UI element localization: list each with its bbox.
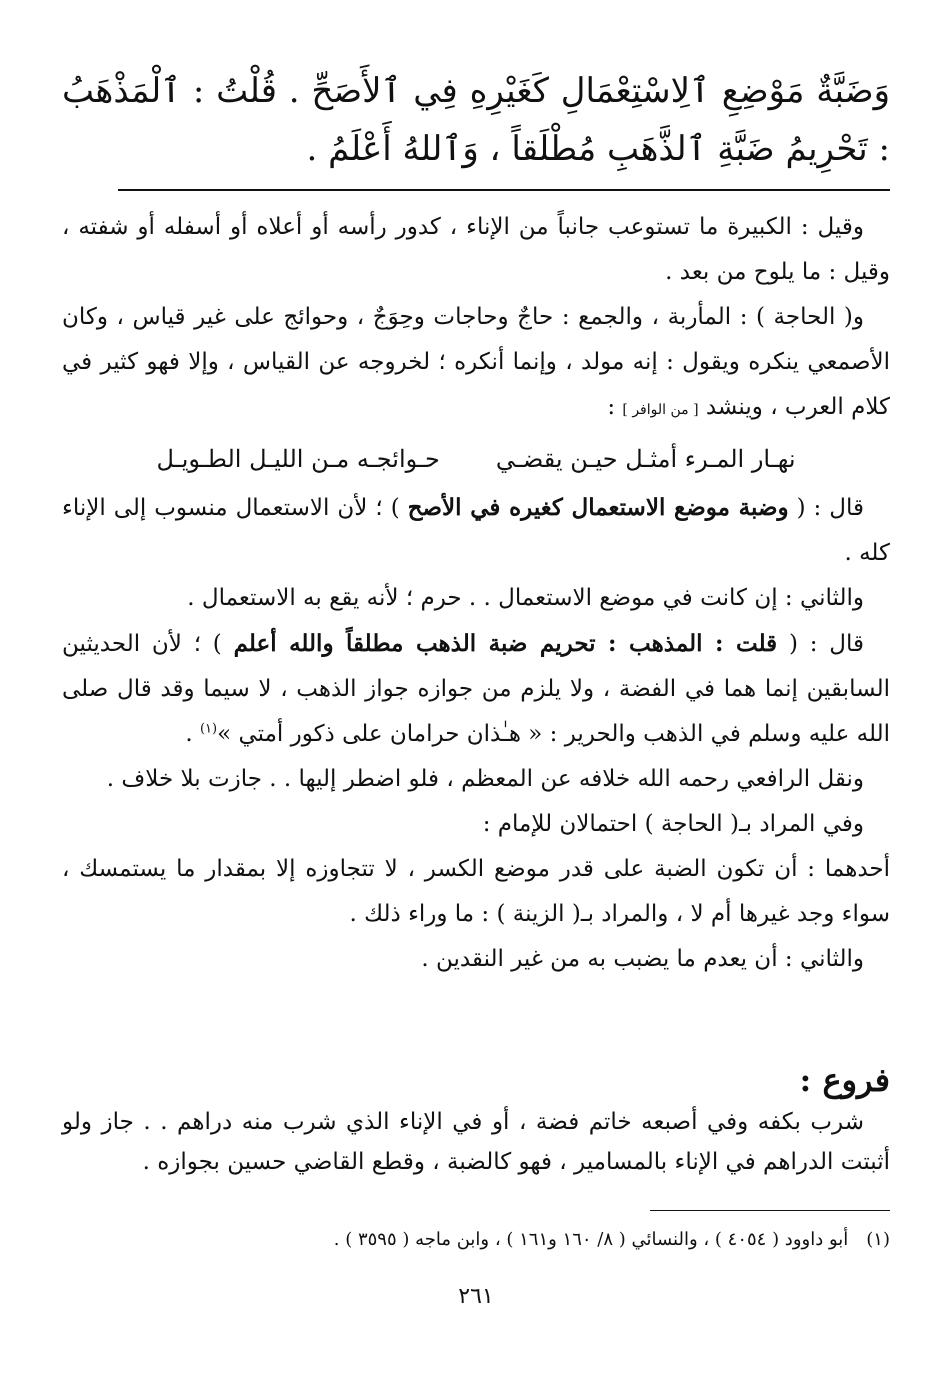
- section-heading: فروع :: [799, 1061, 890, 1099]
- commentary: [62, 205, 890, 982]
- footnote-reference[interactable]: (١): [199, 721, 218, 737]
- commentary-text: ) ؛ لأن الاستعمال منسوب إلى الإناء كله .: [62, 495, 890, 566]
- quoted-matn: وضبة موضع الاستعمال كغيره في الأصح: [407, 494, 789, 521]
- commentary-paragraph: وقيل : الكبيرة ما تستوعب جانباً من الإناء ، كدور رأسه أو أعلاه أو أسفله أو شفته ، وقيل : ما يلوح من بعد .: [62, 214, 890, 285]
- matn-separator-rule: [118, 189, 890, 191]
- branches-paragraph: شرب بكفه وفي أصبعه خاتم فضة ، أو في الإناء الذي شرب منه دراهم . . جاز ولو أثبتت الدراهم في الإناء بالمسامير ، فهو كالضبة ، وقطع القاضي حسين بجوازه .: [62, 1109, 890, 1175]
- verse-first-hemistich: نهـار المـرء أمثـل حيـن يقضـي: [495, 445, 796, 473]
- commentary-paragraph: وفي المراد بـ( الحاجة ) احتمالان للإمام :: [482, 811, 864, 837]
- quoted-matn: قلت : المذهب : تحريم ضبة الذهب مطلقاً والله أعلم: [233, 630, 778, 657]
- commentary-text: ) ؛ لأن الحديثين السابقين إنما هما في الفضة ، ولا يلزم من جوازه جواز الذهب ، لا سيما وقد قال صلى الله عليه وسلم في الذهب والحرير : « هـٰذان حرامان على ذكور أمتي »: [62, 631, 890, 747]
- poetry-verse: [62, 433, 890, 485]
- page-number: ٢٦١: [458, 1284, 494, 1309]
- footnote: [62, 1224, 890, 1256]
- commentary-paragraph: والثاني : أن يعدم ما يضبب به من غير النقدين .: [421, 946, 864, 972]
- commentary-paragraph: أحدهما : أن تكون الضبة على قدر موضع الكسر ، لا تتجاوزه إلا بمقدار ما يستمسك ، سواء وجد غيرها أم لا ، والمراد بـ( الزينة ) : ما وراء ذلك .: [62, 856, 890, 927]
- commentary-paragraph: ونقل الرافعي رحمه الله خلافه عن المعظم ، فلو اضطر إليها . . جازت بلا خلاف .: [106, 766, 864, 792]
- matn-text: وَضَبَّةٌ مَوْضِعِ ٱلِاسْتِعْمَالِ كَغَيْرِهِ فِي ٱلأَصَحِّ . قُلْتُ : ٱلْمَذْهَبُ : تَحْرِيمُ ضَبَّةِ ٱلذَّهَبِ مُطْلَقاً ، وَٱللهُ أَعْلَمُ .: [62, 71, 890, 169]
- meter-note: [ من الوافر ]: [622, 402, 699, 418]
- commentary-paragraph: [62, 485, 890, 576]
- commentary-paragraph: والثاني : إن كانت في موضع الاستعمال . . حرم ؛ لأنه يقع به الاستعمال .: [187, 585, 864, 611]
- footnote-text: أبو داوود ( ٤٠٥٤ ) ، والنسائي ( ٨/ ١٦٠ و١٦١ ) ، وابن ماجه ( ٣٥٩٥ ) .: [333, 1229, 849, 1250]
- commentary-text: قال : (: [796, 495, 865, 521]
- commentary-text: و( الحاجة ) : المأربة ، والجمع : حاجٌ وحاجات وحِوَجٌ ، وحوائج على غير قياس ، وكان الأصمعي ينكره ويقول : إنه مولد ، وإنما أنكره ؛ لخروجه عن القياس ، وإلا فهو كثير في كلام العرب ، وينشد: [62, 304, 890, 420]
- verse-second-hemistich: حـوائجـه مـن الليـل الطـويـل: [156, 445, 440, 473]
- footnote-separator-rule: [650, 1210, 890, 1211]
- branches-section: [62, 1102, 890, 1182]
- commentary-paragraph: [62, 295, 890, 433]
- commentary-text: :: [607, 394, 616, 420]
- footnote-number: (١): [866, 1229, 890, 1250]
- commentary-paragraph: [62, 621, 890, 757]
- commentary-text: .: [185, 721, 193, 747]
- commentary-text: قال : (: [788, 631, 865, 657]
